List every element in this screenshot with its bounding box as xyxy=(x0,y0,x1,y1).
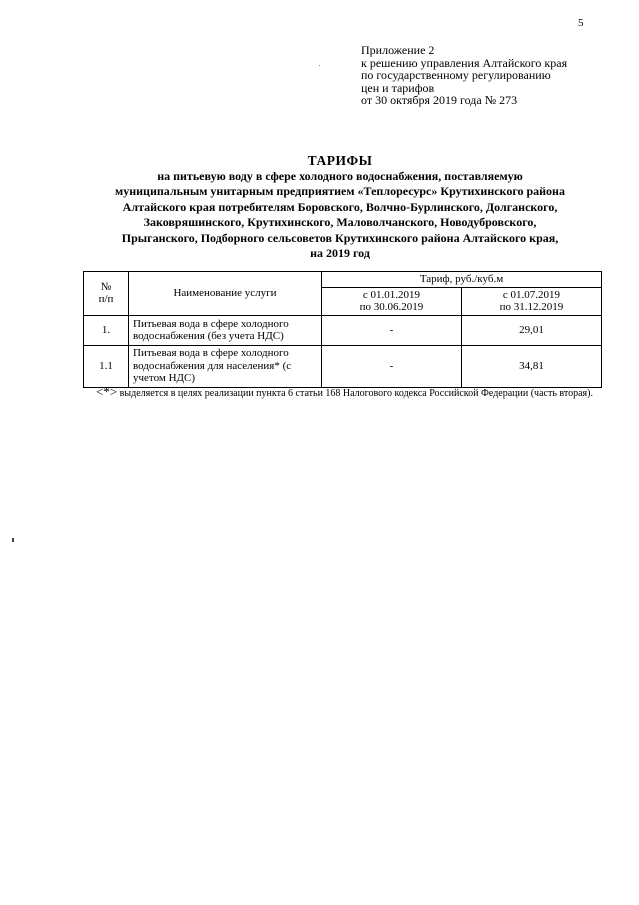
appendix-line: к решению управления Алтайского края xyxy=(361,55,568,70)
appendix-line: цен и тарифов xyxy=(361,80,435,95)
title-line: Алтайского края потребителям Боровского, Волчно-Бурлинского, Долганского, xyxy=(122,199,558,214)
scan-artifact xyxy=(319,65,320,66)
title-line: на 2019 год xyxy=(310,246,370,261)
header-service-name: Наименование услуги xyxy=(129,272,322,316)
header-num: № п/п xyxy=(84,272,129,316)
table-row xyxy=(84,315,602,345)
appendix-line: по государственному регулированию xyxy=(361,68,551,83)
row-tariff-period-1: - xyxy=(322,345,462,387)
header-period-1: с 01.01.2019 по 30.06.2019 xyxy=(322,287,462,315)
title-line: Прыганского, Подборного сельсоветов Крутихинского района Алтайского края, xyxy=(121,230,559,245)
row-service-name: Питьевая вода в сфере холодного водоснабжения для населения* (с учетом НДС) xyxy=(129,345,322,387)
tariff-table xyxy=(83,271,602,388)
appendix-block xyxy=(361,44,567,107)
footnote-mark: <*> xyxy=(96,384,118,399)
row-num: 1. xyxy=(84,315,129,345)
title-line: Заковряшинского, Крутихинского, Маловолчанского, Новодубровского, xyxy=(143,215,537,230)
title-line: на питьевую воду в сфере холодного водоснабжения, поставляемую xyxy=(157,169,523,183)
footnote xyxy=(96,385,601,400)
appendix-line: от 30 октября 2019 года № 273 xyxy=(361,93,518,108)
scan-artifact xyxy=(12,538,14,542)
appendix-line: Приложение 2 xyxy=(361,43,435,57)
title-heading: ТАРИФЫ xyxy=(307,153,373,168)
title-line: муниципальным унитарным предприятием «Теплоресурс» Крутихинского района xyxy=(115,184,565,199)
header-tariff-group: Тариф, руб./куб.м xyxy=(322,272,602,288)
document-title xyxy=(95,153,585,261)
row-service-name: Питьевая вода в сфере холодного водоснабжения (без учета НДС) xyxy=(129,315,322,345)
footnote-text: выделяется в целях реализации пункта 6 статьи 168 Налогового кодекса Российской Федерации (часть вторая). xyxy=(119,388,593,399)
header-period-2: с 01.07.2019 по 31.12.2019 xyxy=(462,287,602,315)
row-tariff-period-2: 34,81 xyxy=(462,345,602,387)
table-header-row xyxy=(84,272,602,288)
row-tariff-period-1: - xyxy=(322,315,462,345)
row-num: 1.1 xyxy=(84,345,129,387)
page-number: 5 xyxy=(578,17,584,29)
table-row xyxy=(84,345,602,387)
row-tariff-period-2: 29,01 xyxy=(462,315,602,345)
